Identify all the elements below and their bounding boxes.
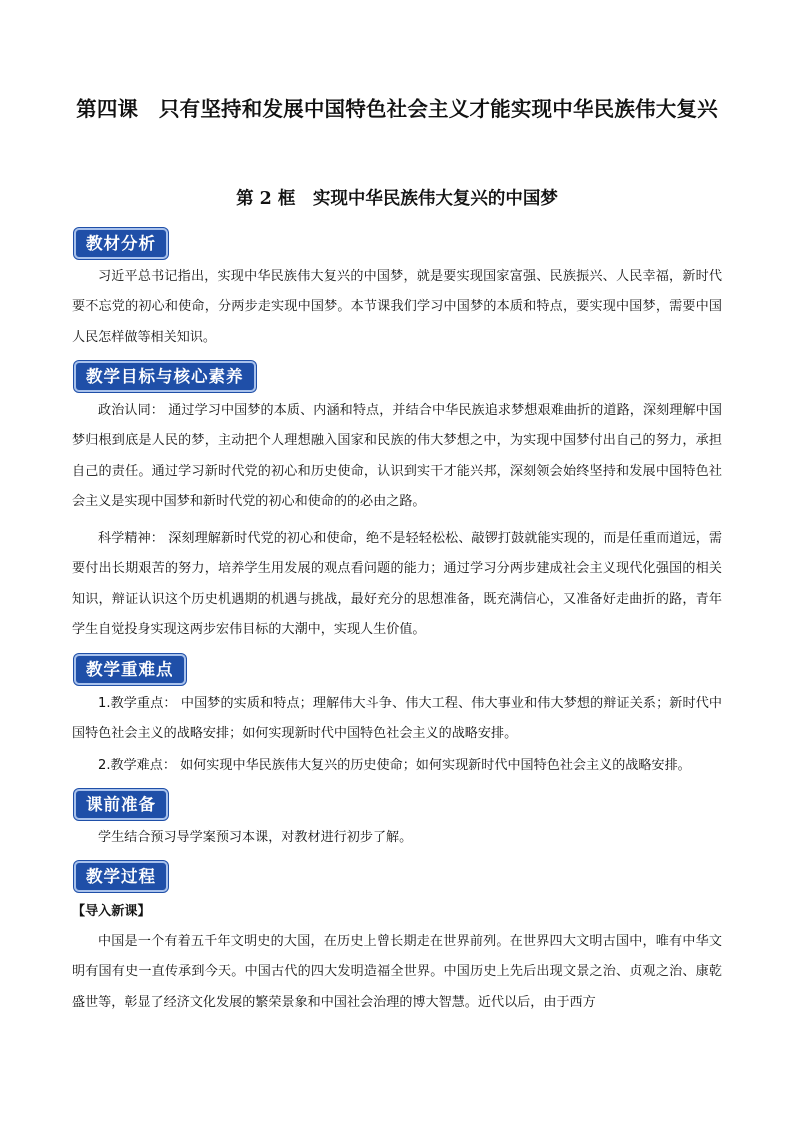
section-badge-key-points: 教学重难点 (74, 654, 186, 685)
key-points-paragraph: 1.教学重点： 中国梦的实质和特点；理解伟大斗争、伟大工程、伟大事业和伟大梦想的辩证关系；新时代中国特色社会主义的战略安排；如何实现新时代中国特色社会主义的战略安排。 (72, 696, 722, 742)
page-title: 第四课 只有坚持和发展中国特色社会主义才能实现中华民族伟大复兴 (76, 97, 718, 121)
section-badge-prep: 课前准备 (74, 789, 168, 820)
section-badge-analysis: 教材分析 (74, 228, 168, 259)
difficult-points-paragraph: 2.教学难点： 如何实现中华民族伟大复兴的历史使命；如何实现新时代中国特色社会主义的战略安排。 (98, 758, 691, 773)
intro-label: 【导入新课】 (72, 904, 151, 919)
intro-paragraph: 中国是一个有着五千年文明史的大国，在历史上曾长期走在世界前列。在世界四大文明古国中，唯有中华文明有国有史一直传承到今天。中国古代的四大发明造福全世界。中国历史上先后出现文景之治、贞观之治、康乾盛世等，彰显了经济文化发展的繁荣景象和中国社会治理的博大智慧。近代以后，由于西方 (72, 934, 722, 1010)
section-badge-process: 教学过程 (74, 861, 168, 892)
goals-paragraph-political: 政治认同： 通过学习中国梦的本质、内涵和特点，并结合中华民族追求梦想艰难曲折的道路，深刻理解中国梦归根到底是人民的梦，主动把个人理想融入国家和民族的伟大梦想之中，为实现中国梦付出自己的努力，承担自己的责任。通过学习新时代党的初心和历史使命，认识到实干才能兴邦，深刻领会始终坚持和发展中国特色社会主义是实现中国梦和新时代党的初心和使命的的必由之路。 (72, 403, 722, 509)
goals-paragraph-science: 科学精神： 深刻理解新时代党的初心和使命，绝不是轻轻松松、敲锣打鼓就能实现的，而是任重而道远，需要付出长期艰苦的努力，培养学生用发展的观点看问题的能力；通过学习分两步建成社会主义现代化强国的相关知识，辩证认识这个历史机遇期的机遇与挑战，最好充分的思想准备，既充满信心，又准备好走曲折的路，青年学生自觉投身实现这两步宏伟目标的大潮中，实现人生价值。 (72, 531, 722, 637)
analysis-paragraph: 习近平总书记指出，实现中华民族伟大复兴的中国梦，就是要实现国家富强、民族振兴、人民幸福，新时代要不忘党的初心和使命，分两步走实现中国梦。本节课我们学习中国梦的本质和特点，要实现中国梦，需要中国人民怎样做等相关知识。 (72, 269, 722, 345)
section-badge-goals: 教学目标与核心素养 (74, 361, 256, 392)
prep-paragraph: 学生结合预习导学案预习本课，对教材进行初步了解。 (98, 830, 413, 845)
page-subtitle: 第 2 框 实现中华民族伟大复兴的中国梦 (236, 189, 558, 209)
